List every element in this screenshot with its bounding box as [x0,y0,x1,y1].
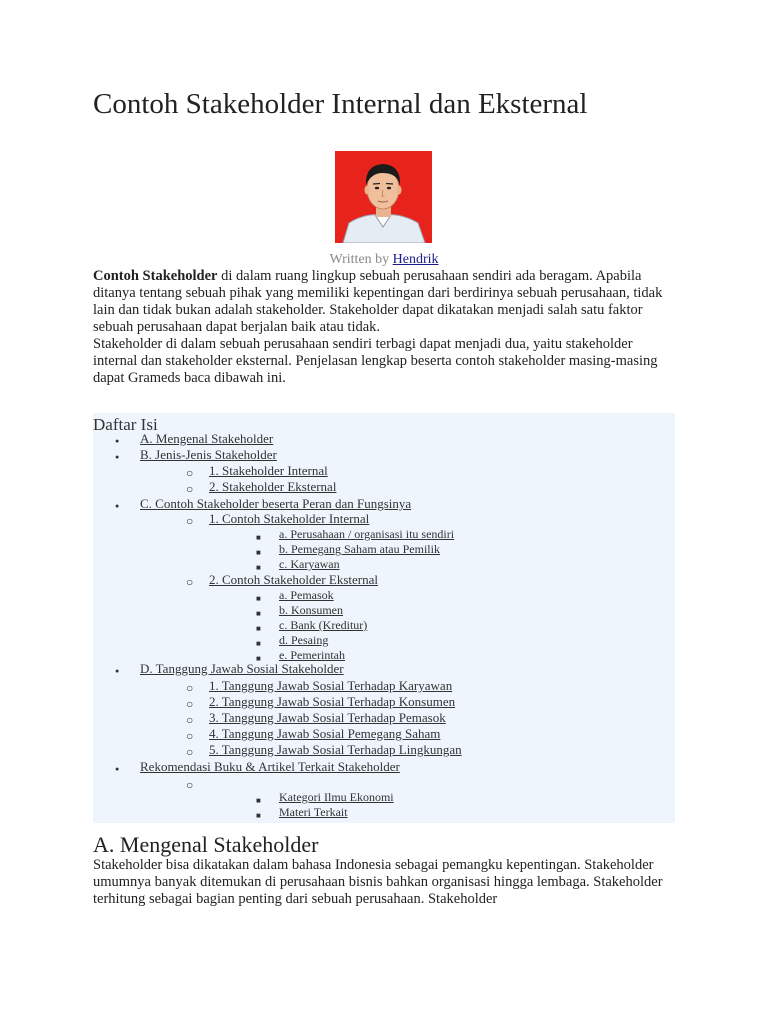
toc-link[interactable]: 4. Tanggung Jawab Sosial Pemegang Saham [209,726,441,741]
toc-link[interactable]: 1. Stakeholder Internal [209,463,328,478]
toc-link[interactable]: 1. Tanggung Jawab Sosial Terhadap Karyawan [209,678,453,693]
toc-bullet-icon: ● [115,765,120,773]
byline [93,252,675,268]
toc-link[interactable]: b. Konsumen [279,603,343,617]
toc-link[interactable]: D. Tanggung Jawab Sosial Stakeholder [140,661,344,676]
toc-bullet-icon: ○ [186,681,194,695]
toc-link[interactable]: Kategori Ilmu Ekonomi [279,790,394,804]
intro-bold: Contoh Stakeholder [93,268,218,284]
toc-bullet-icon: ○ [186,482,194,496]
toc-link[interactable]: B. Jenis-Jenis Stakeholder [140,447,277,462]
toc-link[interactable]: 3. Tanggung Jawab Sosial Terhadap Pemasok [209,710,446,725]
toc-bullet-icon: ■ [256,639,261,648]
section-body: Stakeholder bisa dikatakan dalam bahasa Indonesia sebagai pemangku kepentingan. Stakeholder umumnya banyak ditemukan di perusahaan bisnis bahkan organisasi hingga lembaga. Stakeholder terhitung sebagai bagian penting dari sebuah perusahaan. Stakeholder [93,857,663,907]
toc-bullet-icon: ■ [256,548,261,557]
toc-bullet-icon: ● [115,453,120,461]
toc-link[interactable]: d. Pesaing [279,633,329,647]
toc-link[interactable]: c. Karyawan [279,557,340,571]
toc-bullet-icon: ○ [186,575,194,589]
byline-prefix: Written by [329,252,390,267]
author-link[interactable]: Hendrik [392,252,439,267]
toc-link[interactable]: Rekomendasi Buku & Artikel Terkait Stakeholder [140,759,400,774]
toc-link[interactable]: 2. Stakeholder Eksternal [209,479,337,494]
intro-paragraph-1 [93,268,675,336]
toc-bullet-icon: ■ [256,811,261,820]
toc-bullet-icon: ○ [186,466,194,480]
toc-link[interactable]: 2. Tanggung Jawab Sosial Terhadap Konsumen [209,694,456,709]
toc-link[interactable]: b. Pemegang Saham atau Pemilik [279,542,440,556]
toc-bullet-icon: ■ [256,609,261,618]
toc-link[interactable]: 5. Tanggung Jawab Sosial Terhadap Lingkungan [209,742,462,757]
toc-bullet-icon: ■ [256,796,261,805]
author-photo [335,151,432,243]
toc-bullet-icon: ■ [256,594,261,603]
page-title: Contoh Stakeholder Internal dan Eksternal [93,88,588,120]
toc-bullet-icon: ○ [186,745,194,759]
intro-p1-text: di dalam ruang lingkup sebuah perusahaan sendiri ada beragam. Apabila ditanya tentang sebuah pihak yang memiliki kepentingan dari berdirinya sebuah perusahaan, tidak lain dan tidak bukan adalah stakeholder. Stakeholder dapat dikatakan menjadi salah satu faktor sebuah perusahaan dapat berjalan baik atau tidak. [93,268,663,335]
toc-link[interactable]: a. Pemasok [279,588,334,602]
toc-link[interactable]: 1. Contoh Stakeholder Internal [209,511,370,526]
table-of-contents [93,413,675,823]
toc-bullet-icon: ■ [256,654,261,663]
toc-bullet-icon: ● [115,502,120,510]
toc-link[interactable]: C. Contoh Stakeholder beserta Peran dan Fungsinya [140,496,412,511]
toc-link[interactable]: e. Pemerintah [279,648,345,662]
section-heading: A. Mengenal Stakeholder [93,832,319,857]
toc-bullet-icon: ○ [186,729,194,743]
toc-link[interactable]: a. Perusahaan / organisasi itu sendiri [279,527,455,541]
toc-bullet-icon: ○ [186,697,194,711]
toc-bullet-icon: ■ [256,624,261,633]
toc-bullet-icon: ● [115,667,120,675]
intro-paragraph-2: Stakeholder di dalam sebuah perusahaan sendiri terbagi dapat menjadi dua, yaitu stakeholder internal dan stakeholder eksternal. Penjelasan lengkap beserta contoh stakeholder masing-masing dapat Grameds baca dibawah ini. [93,336,658,386]
toc-bullet-icon: ● [115,437,120,445]
toc-bullet-icon: ○ [186,514,194,528]
toc-bullet-icon: ■ [256,533,261,542]
toc-bullet-icon: ○ [186,778,194,792]
toc-bullet-icon: ■ [256,563,261,572]
toc-title: Daftar Isi [93,415,158,434]
author-avatar-illustration [335,151,432,243]
toc-link[interactable]: 2. Contoh Stakeholder Eksternal [209,572,378,587]
toc-bullet-icon: ○ [186,713,194,727]
intro [93,268,675,387]
toc-link[interactable]: Materi Terkait [279,805,348,819]
toc-link[interactable]: c. Bank (Kreditur) [279,618,368,632]
toc-link[interactable]: A. Mengenal Stakeholder [140,431,274,446]
